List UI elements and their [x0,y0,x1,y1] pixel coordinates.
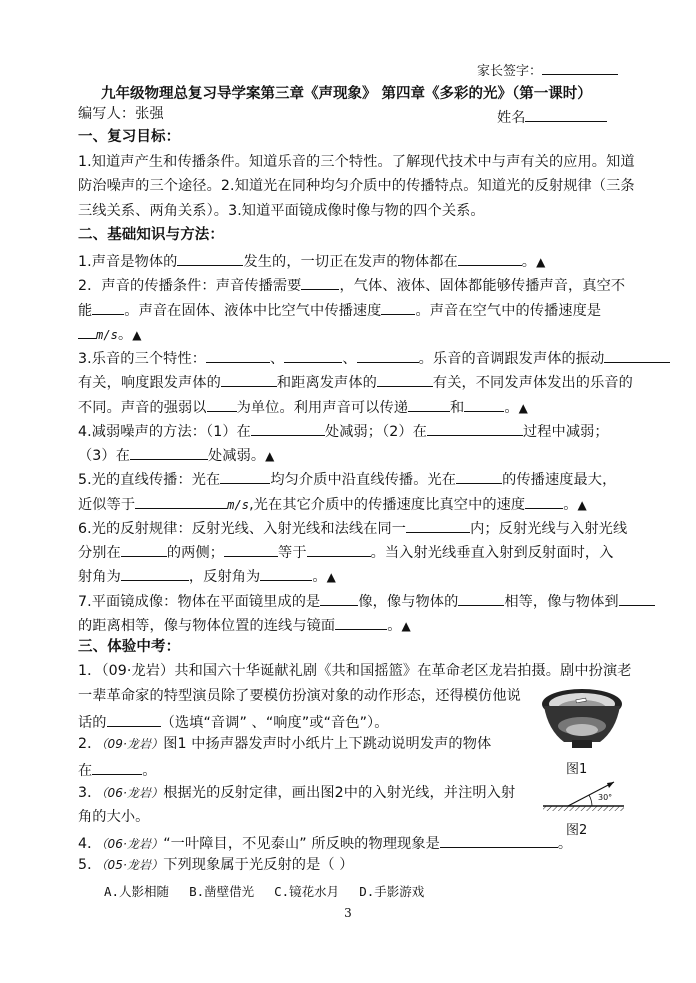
speaker-figure [538,686,626,756]
blank[interactable] [406,519,470,533]
page-number: 3 [344,906,352,920]
triangle-mark: ▲ [265,449,275,463]
basics-q7-line1: 7.平面镜成像：物体在平面镜里成的是 像，像与物体的 相等，像与物体到 [78,592,655,609]
figure-2-caption: 图2 [566,823,588,838]
blank[interactable] [307,543,371,557]
basics-q3-line3: 不同。声音的强弱以 为单位。利用声音可以传递 和 。▲ [78,400,528,416]
triangle-mark: ▲ [518,401,528,415]
editor-line: 编写人：张强 [78,106,164,122]
exam-q4: 4．（06·龙岩）“一叶障目，不见泰山” 所反映的物理现象是 。 [78,836,573,852]
basics-q5-line2: 近似等于 m/s,光在其它介质中的传播速度比真空中的速度 。▲ [78,497,587,513]
blank[interactable] [121,543,167,557]
blank[interactable] [121,567,189,581]
blank[interactable] [464,398,504,412]
blank[interactable] [221,373,277,387]
goal-line-3: 三线关系、两角关系）。3.知道平面镜成像时像与物的四个关系。 [78,203,485,219]
blank[interactable] [177,252,243,266]
basics-q4-line1: 4.减弱噪声的方法：（1）在 处减弱；（2）在 过程中减弱； [78,424,609,440]
blank[interactable] [301,276,339,290]
angle-label: 30° [598,793,613,802]
triangle-mark: ▲ [326,570,336,584]
option-a[interactable]: A.人影相随 [104,884,170,899]
blank[interactable] [224,543,278,557]
exam-q5: 5．（05·龙岩）下列现象属于光反射的是（ ） [78,857,354,873]
basics-q3-line2: 有关，响度跟发声体的 和距离发声体的 有关，不同发声体发出的乐音的 [78,375,633,391]
blank[interactable] [92,301,124,315]
triangle-mark: ▲ [401,619,411,633]
page-title: 九年级物理总复习导学案第三章《声现象》 第四章《多彩的光》（第一课时） [101,86,592,102]
blank[interactable] [320,592,358,606]
exam-q2-line1: 2．（09·龙岩）图1 中扬声器发声时小纸片上下跳动说明发声的物体 [78,736,492,752]
exam-q2-line2: 在 。 [78,763,157,779]
basics-q2-line3: m/s。▲ [78,325,142,342]
name-blank[interactable] [525,108,607,122]
exam-q3-line2: 角的大小。 [78,809,150,825]
triangle-mark: ▲ [536,255,546,269]
blank[interactable] [357,349,419,363]
blank[interactable] [458,592,504,606]
section-heading-goals: 一、复习目标： [78,129,181,145]
parent-signature [477,60,618,79]
exam-q5-options [104,882,444,900]
blank[interactable] [381,301,415,315]
goal-line-1: 1.知道声产生和传播条件。知道乐音的三个特性。了解现代技术中与声有关的应用。知道 [78,154,635,170]
exam-q3-line1: 3．（06·龙岩）根据光的反射定律，画出图2中的入射光线，并注明入射 [78,785,516,801]
blank[interactable] [107,713,161,727]
name-label: 姓名 [497,110,526,126]
blank[interactable] [458,252,522,266]
blank[interactable] [130,446,208,460]
blank[interactable] [440,834,558,848]
goal-line-2: 防治噪声的三个途径。2.知道光在同种均匀介质中的传播特点。知道光的反射规律（三条 [78,178,635,194]
blank[interactable] [220,470,270,484]
basics-q6-line2: 分别在 的两侧； 等于 。当入射光线垂直入射到反射面时，入 [78,545,614,561]
basics-q7-line2: 的距离相等，像与物体位置的连线与镜面 。▲ [78,618,411,634]
blank[interactable] [251,422,325,436]
triangle-mark: ▲ [132,328,142,342]
option-c[interactable]: C.镜花水月 [274,884,340,899]
option-d[interactable]: D.手影游戏 [359,884,425,899]
basics-q5-line1: 5.光的直线传播：光在 均匀介质中沿直线传播。光在 的传播速度最大， [78,472,617,488]
blank[interactable] [206,349,270,363]
blank[interactable] [408,398,450,412]
blank[interactable] [284,349,342,363]
blank[interactable] [619,592,655,606]
basics-q2-line1: 2．声音的传播条件：声音传播需要 ，气体、液体、固体都能够传播声音，真空不 [78,278,626,294]
basics-q6-line3: 射角为 ，反射角为 。▲ [78,569,336,585]
blank[interactable] [207,398,237,412]
blank[interactable] [377,373,433,387]
blank[interactable] [525,495,563,509]
blank[interactable] [335,616,387,630]
section-heading-exam: 三、体验中考： [78,639,181,655]
basics-q1: 1.声音是物体的 发生的，一切正在发声的物体都在 。▲ [78,254,546,270]
blank[interactable] [260,567,312,581]
parent-sign-blank[interactable] [542,61,618,75]
exam-q1-line1: 1．（09·龙岩）共和国六十华诞献礼剧《共和国摇篮》在革命老区龙岩拍摄。剧中扮演老 [78,663,632,679]
mirror-figure [540,778,630,818]
basics-q6-line1: 6.光的反射规律：反射光线、入射光线和法线在同一 内；反射光线与入射光线 [78,521,628,537]
exam-q1-line2: 一辈革命家的特型演员除了要模仿扮演对象的动作形态，还得模仿他说 [78,688,521,704]
option-b[interactable]: B.凿壁借光 [189,884,255,899]
blank[interactable] [604,349,670,363]
blank[interactable] [78,325,96,339]
name-field [497,107,607,127]
basics-q4-line2: （3）在 处减弱。▲ [78,448,275,464]
blank[interactable] [456,470,502,484]
exam-q1-line3: 话的 （选填“音调” 、“响度”或“音色”）。 [78,715,389,731]
triangle-mark: ▲ [577,498,587,512]
basics-q2-line2: 能 。声音在固体、液体中比空气中传播速度 。声音在空气中的传播速度是 [78,303,602,319]
section-heading-basics: 二、基础知识与方法： [78,227,224,243]
blank[interactable] [135,495,227,509]
figure-1-caption: 图1 [566,762,588,777]
basics-q3-line1: 3.乐音的三个特性： 、 、 。乐音的音调跟发声体的振动 [78,349,670,366]
blank[interactable] [427,422,523,436]
blank[interactable] [92,761,142,775]
parent-sign-label: 家长签字： [477,64,543,79]
